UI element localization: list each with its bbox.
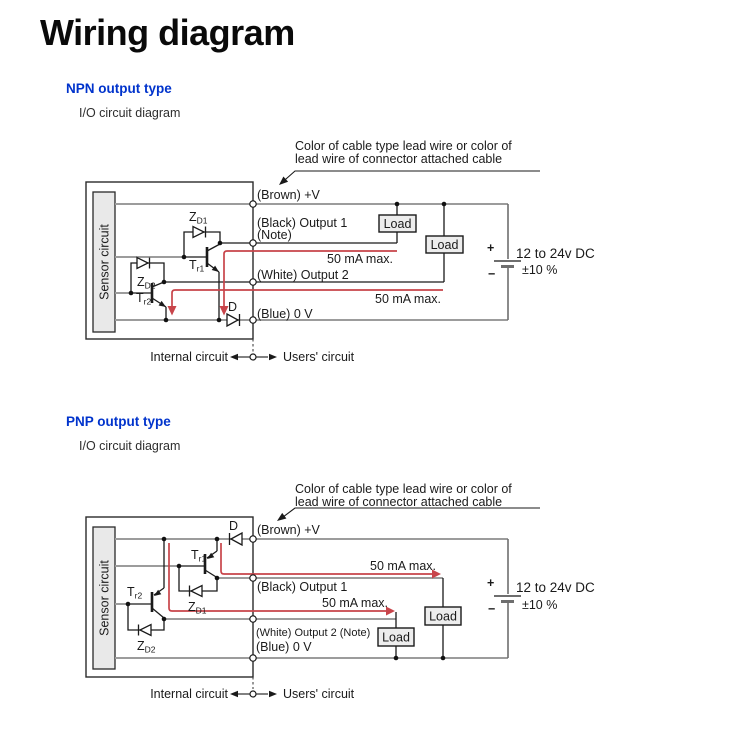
annotation-line1: Color of cable type lead wire or color of (295, 139, 512, 153)
current-arrow2-icon (168, 306, 177, 316)
npn-footer (150, 339, 354, 364)
pnp-sensor-circuit-label: Sensor circuit (97, 560, 112, 636)
tr1-label: $T_{r1}$ (191, 548, 207, 564)
zd2-label: $Z_{D2}$ (137, 639, 156, 655)
zd1-label: $Z_{D1}$ (188, 600, 207, 616)
load1-label: Load (429, 609, 457, 624)
zener-zd1 (179, 566, 217, 597)
battery-plus-label: + (487, 241, 495, 255)
blue-wire-label: (Blue) 0 V (257, 307, 313, 321)
zd2-diode-icon (140, 625, 151, 636)
annotation-leader-line (282, 171, 540, 183)
zd2-diode-icon (137, 258, 148, 269)
load2-label: Load (382, 630, 410, 645)
users-circuit-label: Users' circuit (283, 687, 355, 701)
npn-sensor-circuit-label: Sensor circuit (97, 224, 112, 300)
npn-cable-annotation (279, 139, 540, 185)
pnp-section-heading: PNP output type (66, 414, 171, 429)
zd1-diode-icon (191, 586, 202, 597)
blue-terminal-icon (250, 655, 256, 661)
d-label: D (229, 519, 239, 533)
supply-voltage-label: 12 to 24v DC (516, 246, 595, 261)
tr2-emitter-arrow-icon (159, 301, 166, 307)
annotation-line2: lead wire of connector attached cable (295, 495, 503, 509)
brown-wire-label: (Brown) +V (257, 523, 320, 537)
white-terminal-icon (250, 616, 256, 622)
d-diode-icon (227, 314, 238, 326)
npn-section-subheading: I/O circuit diagram (79, 106, 181, 120)
transistor-tr2 (128, 539, 164, 618)
page-title: Wiring diagram (40, 12, 295, 53)
boundary-node-icon (250, 354, 256, 360)
battery-minus-label: − (488, 602, 496, 616)
battery-plus-label: + (487, 576, 495, 590)
output2-wire-label: (White) Output 2 (Note) (256, 627, 371, 639)
zener-zd1 (184, 227, 220, 258)
zd1-diode-icon (193, 227, 204, 238)
load2-label: Load (430, 238, 459, 252)
supply-tolerance-label: ±10 % (522, 263, 558, 277)
right-arrow-icon (269, 691, 277, 697)
diode-d (227, 314, 240, 326)
tr1-label: $T_{r1}$ (189, 258, 205, 274)
zd2-label: $Z_{D2}$ (137, 275, 156, 291)
supply-voltage-label: 12 to 24v DC (516, 580, 595, 595)
output1-wire-label: (Black) Output 1 (257, 216, 348, 230)
annotation-arrowhead-icon (277, 513, 286, 521)
brown-terminal-icon (250, 201, 256, 207)
output1-wire-label: (Black) Output 1 (257, 580, 348, 594)
battery-minus-label: − (488, 267, 496, 281)
black-terminal-icon (250, 575, 256, 581)
diode-d (230, 533, 243, 545)
load1-label: Load (383, 217, 412, 231)
output2-wire-label: (White) Output 2 (257, 268, 349, 282)
black-terminal-icon (250, 240, 256, 246)
tr2-label: $T_{r2}$ (127, 585, 143, 601)
zener-zd2 (128, 604, 164, 636)
left-arrow-icon (230, 691, 238, 697)
npn-component-labels (136, 210, 237, 314)
current-limit2-label: 50 mA max. (322, 596, 388, 610)
pnp-power-supply (487, 539, 595, 658)
internal-circuit-label: Internal circuit (150, 687, 228, 701)
users-circuit-label: Users' circuit (283, 350, 355, 364)
output1-note-label: (Note) (257, 228, 292, 242)
pnp-internal-circuit (128, 533, 242, 636)
pnp-cable-annotation (277, 482, 540, 521)
d-diode-icon (231, 533, 242, 545)
supply-tolerance-label: ±10 % (522, 598, 558, 612)
current-limit2-label: 50 mA max. (375, 292, 441, 306)
boundary-node-icon (250, 691, 256, 697)
blue-terminal-icon (250, 317, 256, 323)
pnp-section-subheading: I/O circuit diagram (79, 439, 181, 453)
zd1-label: $Z_{D1}$ (189, 210, 208, 226)
annotation-leader-line (280, 508, 540, 519)
d-label: D (228, 300, 238, 314)
brown-wire-label: (Brown) +V (257, 188, 320, 202)
current-limit1-label: 50 mA max. (327, 252, 393, 266)
npn-wire-labels (257, 188, 441, 321)
annotation-line2: lead wire of connector attached cable (295, 152, 503, 166)
right-arrow-icon (269, 354, 277, 360)
internal-circuit-label: Internal circuit (150, 350, 228, 364)
tr2-label: $T_{r2}$ (136, 291, 152, 307)
npn-section-heading: NPN output type (66, 81, 172, 96)
current-limit1-label: 50 mA max. (370, 559, 436, 573)
annotation-line1: Color of cable type lead wire or color of (295, 482, 512, 496)
pnp-footer (150, 677, 354, 701)
blue-wire-label: (Blue) 0 V (256, 640, 312, 654)
npn-diagram (86, 139, 595, 364)
white-terminal-icon (250, 279, 256, 285)
brown-terminal-icon (250, 536, 256, 542)
pnp-diagram (86, 482, 595, 701)
npn-power-supply (487, 204, 595, 320)
left-arrow-icon (230, 354, 238, 360)
